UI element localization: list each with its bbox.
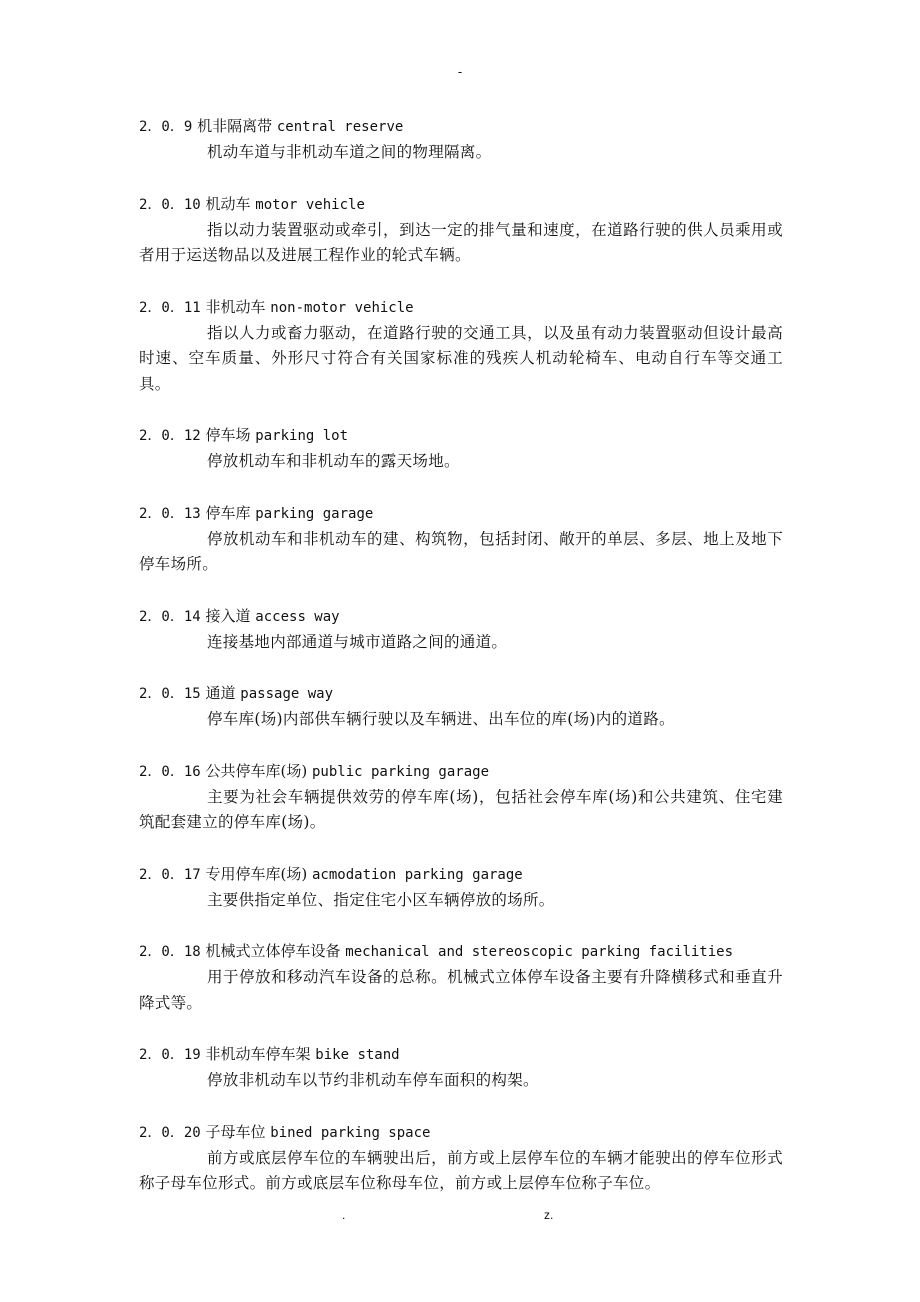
term-chinese: 非机动车停车架	[205, 1045, 311, 1063]
term-number: 2．0．10	[139, 196, 201, 213]
term-entry	[139, 294, 783, 398]
term-english: passage way	[240, 686, 334, 702]
term-heading	[139, 294, 783, 321]
term-number: 2．0．12	[139, 428, 201, 444]
term-heading	[139, 938, 783, 965]
term-chinese: 公共停车库(场)	[205, 761, 308, 780]
term-english: parking garage	[255, 505, 374, 522]
term-english: bined parking space	[270, 1124, 431, 1141]
term-definition: 停放非机动车以节约非机动车停车面积的构架。	[207, 1071, 539, 1089]
term-entry	[139, 1119, 783, 1197]
term-entry	[139, 758, 783, 836]
term-entry	[139, 1041, 783, 1094]
term-chinese: 专用停车库(场)	[205, 864, 308, 883]
term-definition: 用于停放和移动汽车设备的总称。机械式立体停车设备主要有升降横移式和垂直升降式等。	[139, 968, 783, 1012]
page-header-mark: -	[457, 64, 463, 79]
term-number: 2．0．11	[139, 299, 201, 316]
term-number: 2．0．15	[139, 686, 201, 702]
term-number: 2．0．16	[139, 763, 201, 780]
term-definition: 指以人力或畜力驱动，在道路行驶的交通工具，以及虽有动力装置驱动但设计最高时速、空车质量、外形尺寸符合有关国家标准的残疾人机动轮椅车、电动自行车等交通工具。	[139, 323, 783, 393]
term-definition: 连接基地内部通道与城市道路之间的通道。	[207, 632, 508, 651]
term-english: public parking garage	[312, 763, 490, 780]
term-chinese: 通道	[205, 684, 236, 702]
term-number: 2．0．17	[139, 866, 201, 883]
term-definition: 停车库(场)内部供车辆行驶以及车辆进、出车位的库(场)内的道路。	[207, 710, 675, 728]
term-english: bike stand	[315, 1047, 400, 1063]
term-chinese: 机非隔离带	[197, 117, 273, 135]
term-chinese: 非机动车	[205, 297, 266, 316]
term-definition: 主要供指定单位、指定住宅小区车辆停放的场所。	[207, 890, 555, 909]
term-heading	[139, 603, 783, 630]
term-english: parking lot	[255, 428, 349, 444]
term-entry	[139, 191, 783, 269]
term-heading	[139, 1119, 783, 1146]
document-body	[139, 113, 783, 1222]
term-entry	[139, 113, 783, 166]
term-english: central reserve	[276, 119, 404, 135]
term-entry	[139, 603, 783, 656]
term-definition: 主要为社会车辆提供效劳的停车库(场)，包括社会停车库(场)和公共建筑、住宅建筑配套建立的停车库(场)。	[139, 787, 783, 831]
footer-left-mark: .	[342, 1208, 346, 1222]
term-chinese: 接入道	[205, 606, 251, 625]
term-chinese: 停车场	[205, 426, 251, 444]
term-chinese: 停车库	[205, 503, 251, 522]
term-definition: 前方或底层停车位的车辆驶出后，前方或上层停车位的车辆才能驶出的停车位形式称子母车位形式。前方或底层车位称母车位，前方或上层停车位称子车位。	[139, 1148, 783, 1192]
term-definition: 停放机动车和非机动车的露天场地。	[207, 452, 460, 470]
term-heading	[139, 422, 783, 449]
term-english: motor vehicle	[255, 196, 365, 213]
term-heading	[139, 191, 783, 218]
term-number: 2．0．19	[139, 1047, 201, 1063]
term-number: 2．0．13	[139, 505, 201, 522]
page-footer	[0, 1208, 920, 1228]
term-number: 2．0．18	[139, 944, 201, 960]
term-chinese: 机动车	[205, 194, 251, 213]
term-entry	[139, 500, 783, 578]
term-heading	[139, 680, 783, 707]
term-english: non-motor vehicle	[270, 299, 414, 316]
term-entry	[139, 861, 783, 914]
term-entry	[139, 422, 783, 475]
term-entry	[139, 680, 783, 733]
term-english: access way	[255, 608, 340, 625]
term-heading	[139, 113, 783, 140]
term-english: mechanical and stereoscopic parking facilities	[345, 944, 734, 960]
term-chinese: 机械式立体停车设备	[205, 942, 341, 960]
term-heading	[139, 1041, 783, 1068]
term-number: 2．0．14	[139, 608, 201, 625]
term-heading	[139, 861, 783, 888]
term-entry	[139, 938, 783, 1016]
term-number: 2．0．20	[139, 1124, 201, 1141]
term-number: 2．0．9	[139, 119, 193, 135]
term-heading	[139, 500, 783, 527]
footer-right-mark: z.	[544, 1208, 554, 1222]
term-heading	[139, 758, 783, 785]
term-chinese: 子母车位	[205, 1122, 266, 1141]
term-english: acmodation parking garage	[312, 866, 523, 883]
term-definition: 机动车道与非机动车道之间的物理隔离。	[207, 143, 492, 161]
term-definition: 指以动力装置驱动或牵引，到达一定的排气量和速度，在道路行驶的供人员乘用或者用于运送物品以及进展工程作业的轮式车辆。	[139, 220, 783, 264]
term-definition: 停放机动车和非机动车的建、构筑物，包括封闭、敞开的单层、多层、地上及地下停车场所。	[139, 529, 783, 573]
